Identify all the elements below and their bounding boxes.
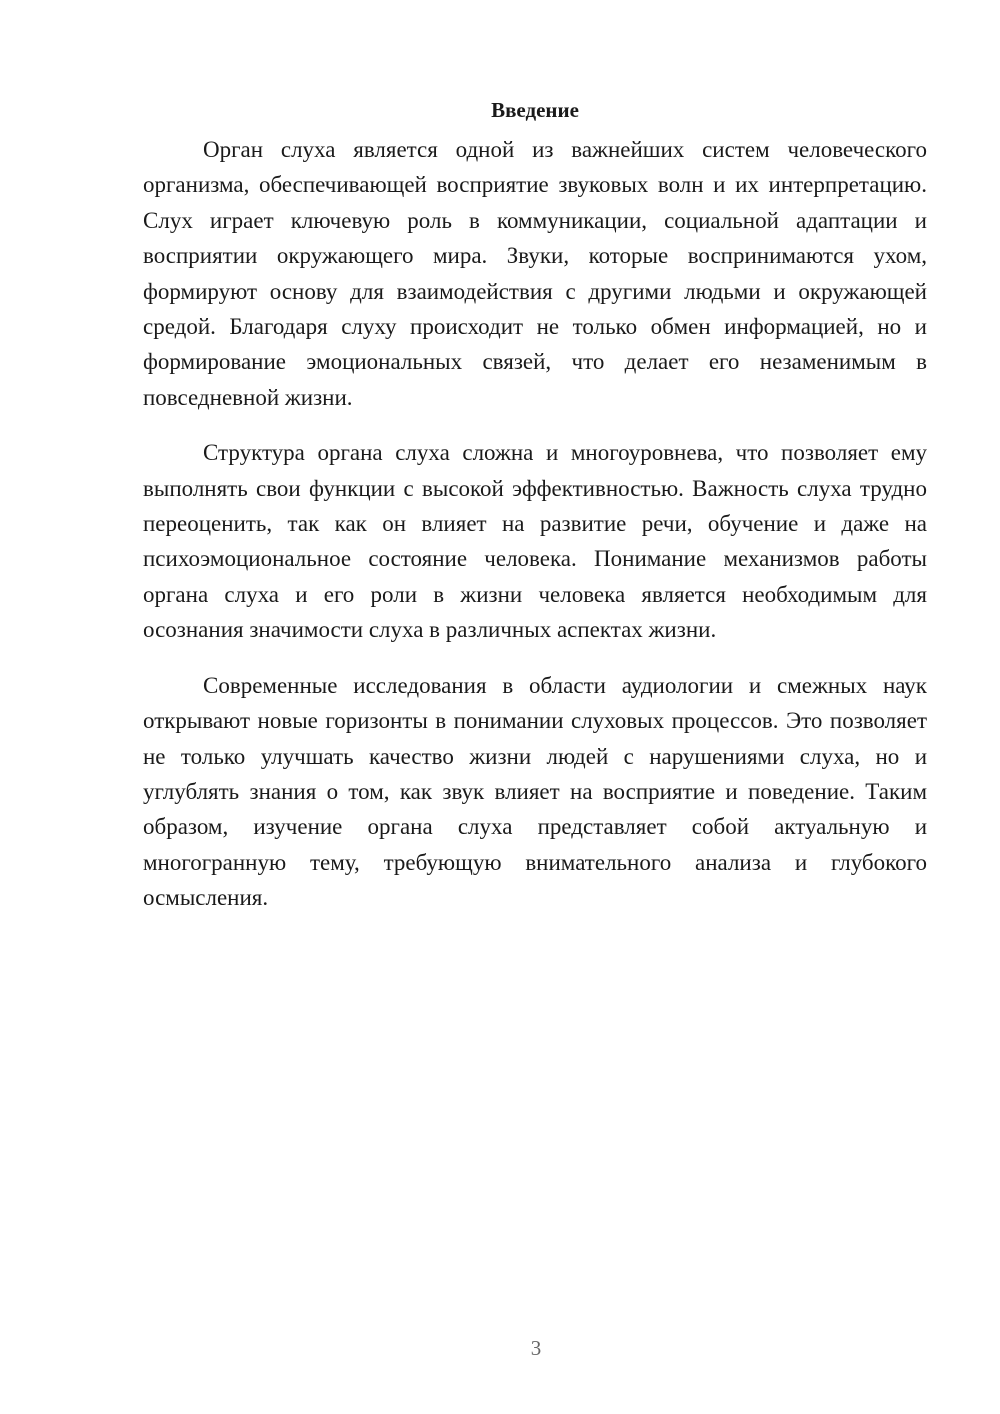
page-content — [143, 92, 927, 936]
paragraph-3: Современные исследования в области аудиологии и смежных наук открывают новые горизонты в понимании слуховых процессов. Это позволяет не только улучшать качество жизни людей с нарушениями слуха, но и углублять знания о том, как звук влияет на восприятие и поведение. Таким образом, изучение органа слуха представляет собой актуальную и многогранную тему, требующую внимательного анализа и глубокого осмысления. — [143, 672, 927, 911]
page-number: 3 — [530, 1336, 542, 1360]
section-heading: Введение — [491, 98, 579, 122]
paragraph-1: Орган слуха является одной из важнейших систем человеческого организма, обеспечивающей восприятие звуковых волн и их интерпретацию. Слух играет ключевую роль в коммуникации, социальной адаптации и восприятии окружающего мира. Звуки, которые воспринимаются ухом, формируют основу для взаимодействия с другими людьми и окружающей средой. Благодаря слуху происходит не только обмен информацией, но и формирование эмоциональных связей, что делает его незаменимым в повседневной жизни. — [143, 137, 927, 410]
paragraph-2: Структура органа слуха сложна и многоуровнева, что позволяет ему выполнять свои функции с высокой эффективностью. Важность слуха трудно переоценить, так как он влияет на развитие речи, обучение и даже на психоэмоциональное состояние человека. Понимание механизмов работы органа слуха и его роли в жизни человека является необходимым для осознания значимости слуха в различных аспектах жизни. — [143, 440, 927, 643]
